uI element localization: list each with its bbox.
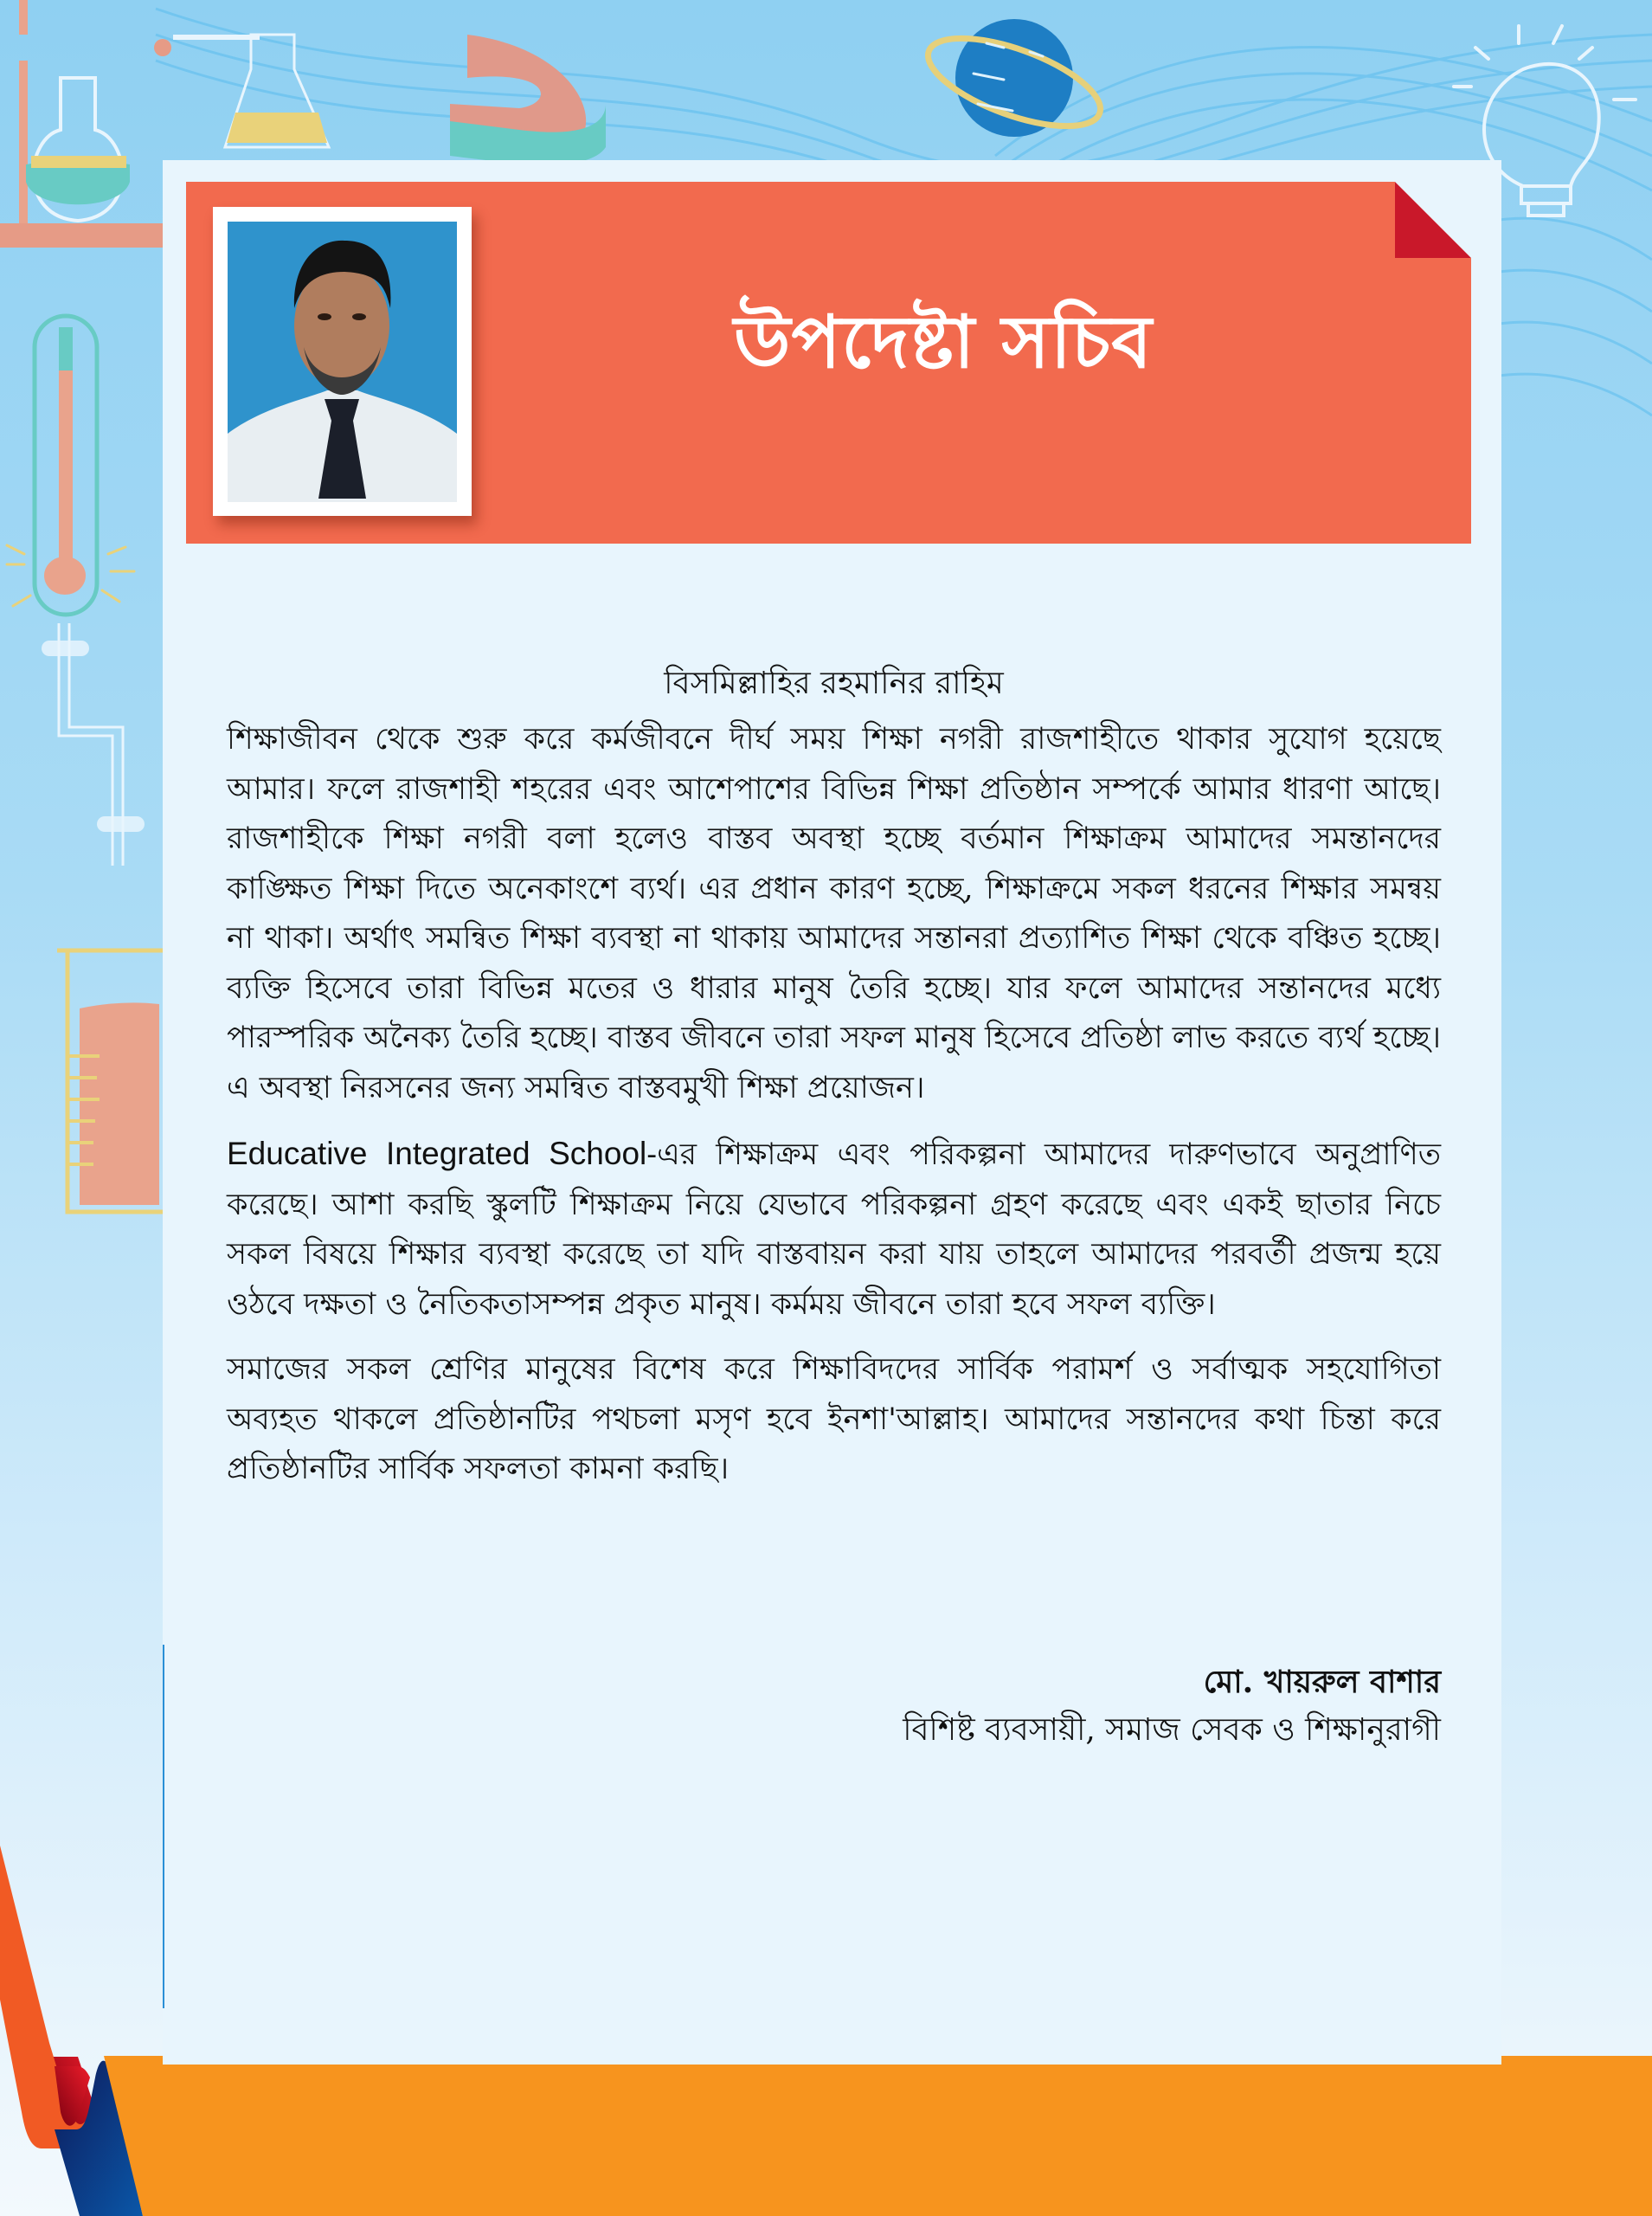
opening-salutation: বিসমিল্লাহির রহমানির রাহিম <box>664 666 1004 701</box>
portrait-frame <box>213 207 472 516</box>
message-paragraph: সমাজের সকল শ্রেণির মানুষের বিশেষ করে শিক্ষাবিদদের সার্বিক পরামর্শ ও সর্বাত্মক সহযোগিতা অব্যহত থাকলে প্রতিষ্ঠানটির পথচলা মসৃণ হবে ইনশা'আল্লাহ। আমাদের সন্তানদের কথা চিন্তা করে প্রতিষ্ঠানটির সার্বিক সফলতা কামনা করছি। <box>227 1352 1441 1486</box>
message-paragraph <box>227 1129 1441 1330</box>
message-paragraph: শিক্ষাজীবন থেকে শুরু করে কর্মজীবনে দীর্ঘ সময় শিক্ষা নগরী রাজশাহীতে থাকার সুযোগ হয়েছে আমার। ফলে রাজশাহী শহরের এবং আশেপাশের বিভিন্ন শিক্ষা প্রতিষ্ঠান সম্পর্কে আমার ধারণা আছে। রাজশাহীকে শিক্ষা নগরী বলা হলেও বাস্তব অবস্থা হচ্ছে বর্তমান শিক্ষাক্রম আমাদের সমন্তানদের কাঙ্ক্ষিত শিক্ষা দিতে অনেকাংশে ব্যর্থ। এর প্রধান কারণ হচ্ছে, শিক্ষাক্রমে সকল ধরনের শিক্ষার সমন্বয় না থাকা। অর্থাৎ সমন্বিত শিক্ষা ব্যবস্থা না থাকায় আমাদের সন্তানরা প্রত্যাশিত শিক্ষা থেকে বঞ্চিত হচ্ছে। ব্যক্তি হিসেবে তারা বিভিন্ন মতের ও ধারার মানুষ তৈরি হচ্ছে। যার ফলে আমাদের সন্তানদের মধ্যে পারস্পরিক অনৈক্য তৈরি হচ্ছে। বাস্তব জীবনে তারা সফল মানুষ হিসেবে প্রতিষ্ঠা লাভ করতে ব্যর্থ হচ্ছে। এ অবস্থা নিরসনের জন্য সমন্বিত বাস্তবমুখী শিক্ষা প্রয়োজন। <box>227 722 1441 1105</box>
person-silhouette-icon <box>228 222 457 502</box>
beaker-icon <box>57 950 163 1212</box>
signature-block <box>903 1658 1441 1755</box>
card-edge-line <box>163 1645 164 2008</box>
signatory-designation: বিশিষ্ট ব্যবসায়ী, সমাজ সেবক ও শিক্ষানুরাগী <box>903 1712 1441 1748</box>
message-body <box>227 658 1441 1511</box>
signatory-name: মো. খায়রুল বাশার <box>1203 1664 1441 1700</box>
bottom-band <box>0 2056 1652 2216</box>
portrait-photo <box>228 222 457 502</box>
page-title: উপদেষ্টা সচিব <box>734 300 1153 384</box>
planet-icon <box>917 19 1110 145</box>
paragraph-text: -এর শিক্ষাক্রম এবং পরিকল্পনা আমাদের দারুণভাবে অনুপ্রাণিত করেছে। আশা করছি স্কুলটি শিক্ষাক্রম নিয়ে যেভাবে পরিকল্পনা গ্রহণ করেছে এবং একই ছাতার নিচে সকল বিষয়ে শিক্ষার ব্যবস্থা করেছে তা যদি বাস্তবায়ন করা যায় তাহলে আমাদের পরবর্তী প্রজন্ম হয়ে ওঠবে দক্ষতা ও নৈতিকতাসম্পন্ন প্রকৃত মানুষ। কর্মময় জীবনে তারা হবে সফল ব্যক্তি। <box>227 1137 1441 1322</box>
folded-corner-icon <box>1395 182 1471 258</box>
erlenmeyer-flask-icon <box>154 35 329 147</box>
thermometer-icon <box>7 316 145 866</box>
school-name: Educative Integrated School <box>227 1136 647 1171</box>
round-flask-icon <box>0 0 163 248</box>
